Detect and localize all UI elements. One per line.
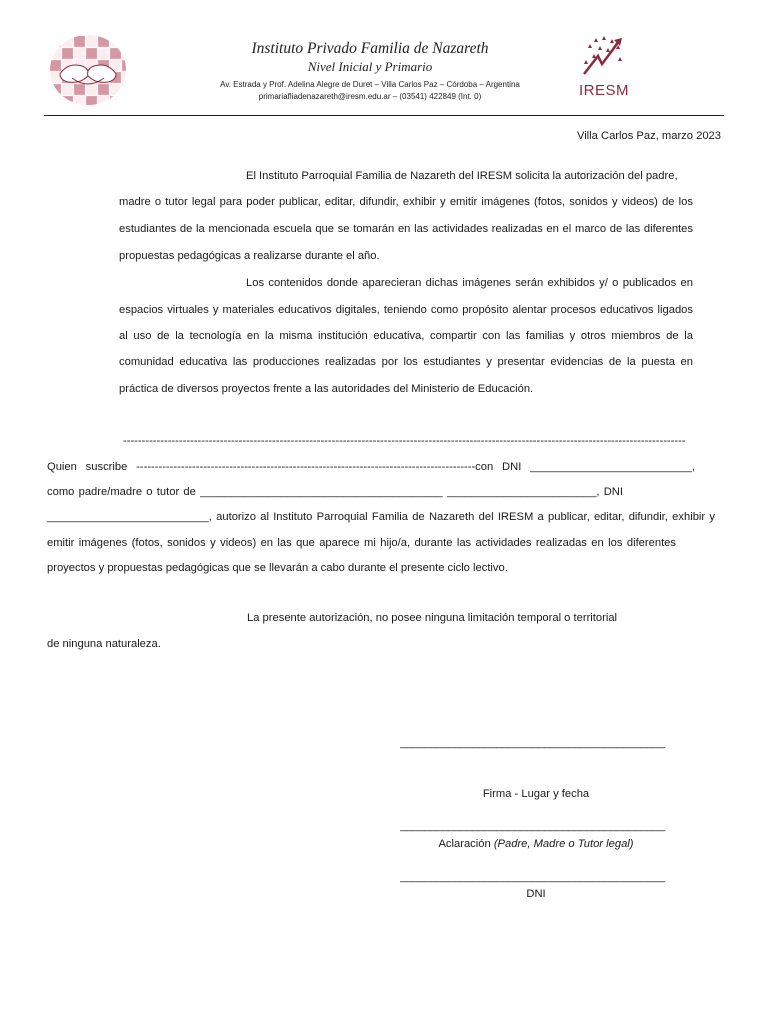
para2-line5: práctica de diversos proyectos frente a las autoridades del Ministerio de Educación. (119, 383, 534, 395)
institution-address: Av. Estrada y Prof. Adelina Alegre de Duret – Villa Carlos Paz – Córdoba – Argentina (220, 80, 520, 89)
aclaracion-caption (400, 837, 672, 851)
para2-line2: espacios virtuales y materiales educativos digitales, teniendo como propósito alentar procesos educativos ligados (119, 304, 693, 316)
para1-line2: madre o tutor legal para poder publicar, editar, difundir, exhibir y emitir imágenes (fotos, sonidos y videos) de los (119, 196, 693, 208)
institution-subtitle: Nivel Inicial y Primario (307, 59, 433, 74)
form-line2: como padre/madre o tutor de _______________________________________ ________________________, DNI (47, 486, 623, 498)
para1-line4: propuestas pedagógicas a realizarse durante el año. (119, 250, 380, 262)
para2-line1: Los contenidos donde aparecieran dichas imágenes serán exhibidos y/ o publicados en (246, 277, 693, 289)
dni-label: DNI (526, 888, 546, 900)
para2-line4: comunidad educativa las producciones realizadas por los estudiantes y presentar evidencias de la puesta en (119, 356, 693, 368)
institution-address-block (145, 79, 595, 103)
closing-line1: La presente autorización, no posee ninguna limitación temporal o territorial (247, 612, 618, 624)
institution-title: Instituto Privado Familia de Nazareth (251, 40, 489, 57)
aclaracion-blank-line: ____________________________________________ (400, 820, 665, 832)
para1-line1: El Instituto Parroquial Familia de Nazareth del IRESM solicita la autorización del padre, (246, 170, 678, 182)
para2-line3: al uso de la tecnología en la misma institución educativa, compartir con las familias y otros miembros de la (119, 330, 693, 342)
separator-line: ------------------------------------------------------------------------------------------------------------------------------------------------------- (123, 435, 686, 447)
form-line5: proyectos y propuestas pedagógicas que se llevarán a cabo durante el presente ciclo lectivo. (47, 562, 508, 574)
form-line3: __________________________, autorizo al Instituto Parroquial Familia de Nazareth del IRESM a publicar, editar, difundir, exhibir y (47, 511, 715, 523)
date-line: Villa Carlos Paz, marzo 2023 (576, 130, 721, 142)
dni-blank-line: ____________________________________________ (400, 871, 665, 883)
firma-label: Firma - Lugar y fecha (482, 788, 590, 800)
iresm-logo-text: IRESM (578, 82, 629, 99)
signature-blank-line: ____________________________________________ (400, 737, 665, 749)
institute-logo (38, 34, 138, 106)
iresm-logo (578, 30, 630, 106)
aclaracion-label: Aclaración (438, 838, 491, 850)
aclaracion-note: (Padre, Madre o Tutor legal) (493, 838, 634, 850)
closing-line2: de ninguna naturaleza. (47, 638, 161, 650)
form-line1: Quien suscribe -------------------------------------------------------------------------------------------con DNI __________________________, (47, 461, 695, 473)
form-line4: emitir imágenes (fotos, sonidos y videos) en las que aparece mi hijo/a, durante las actividades realizadas en los diferentes (47, 537, 676, 549)
para1-line3: estudiantes de la mencionada escuela que se tomarán en las actividades realizadas en el marco de las diferentes (119, 223, 693, 235)
header-divider (44, 115, 724, 116)
institution-contact: primariafliadenazareth@iresm.edu.ar – (03541) 422849 (Int. 0) (258, 92, 482, 101)
